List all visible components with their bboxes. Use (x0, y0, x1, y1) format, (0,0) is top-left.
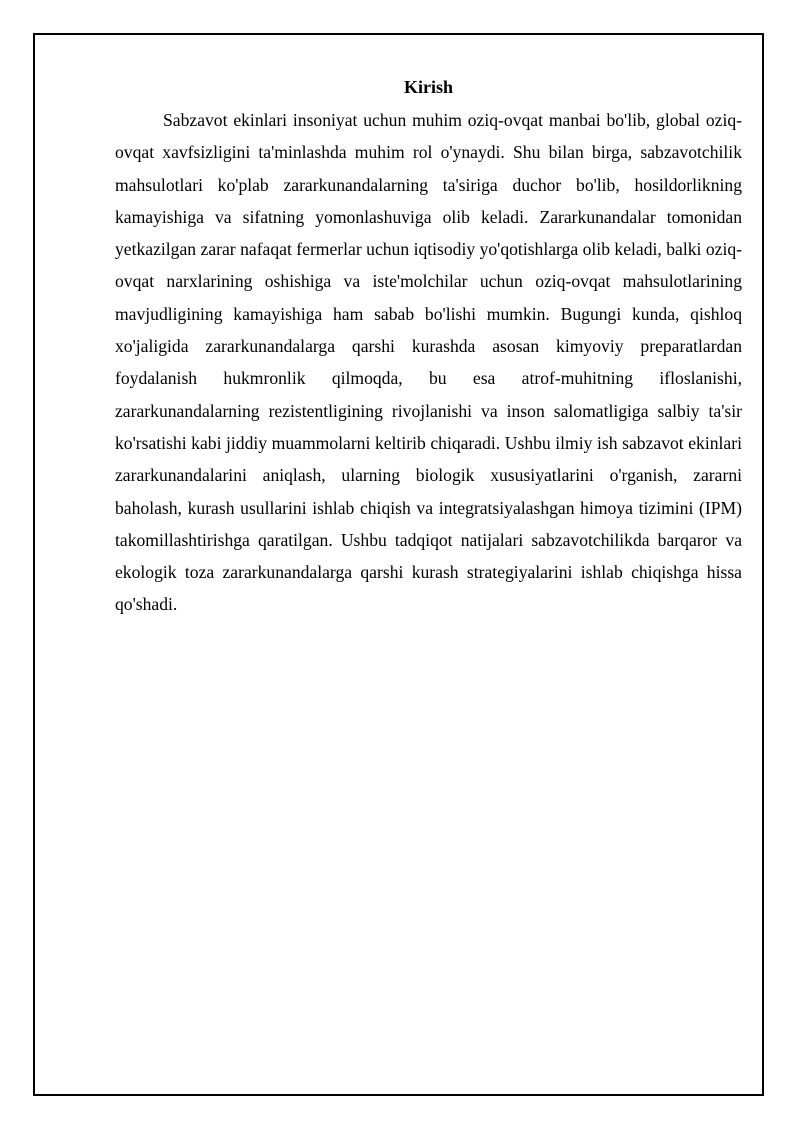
body-paragraph: Sabzavot ekinlari insoniyat uchun muhim oziq-ovqat manbai bo'lib, global oziq-ovqat xavfsizligini ta'minlashda muhim rol o'ynaydi. Shu bilan birga, sabzavotchilik mahsulotlari ko'plab zararkunandalarning ta'siriga duchor bo'lib, hosildorlikning kamayishiga va sifatning yomonlashuviga olib keladi. Zararkunandalar tomonidan yetkazilgan zarar nafaqat fermerlar uchun iqtisodiy yo'qotishlarga olib keladi, balki oziq-ovqat narxlarining oshishiga va iste'molchilar uchun oziq-ovqat mahsulotlarining mavjudligining kamayishiga ham sabab bo'lishi mumkin. Bugungi kunda, qishloq xo'jaligida zararkunandalarga qarshi kurashda asosan kimyoviy preparatlardan foydalanish hukmronlik qilmoqda, bu esa atrof-muhitning ifloslanishi, zararkunandalarning rezistentligining rivojlanishi va inson salomatligiga salbiy ta'sir ko'rsatishi kabi jiddiy muammolarni keltirib chiqaradi. Ushbu ilmiy ish sabzavot ekinlari zararkunandalarini aniqlash, ularning biologik xususiyatlarini o'rganish, zararni baholash, kurash usullarini ishlab chiqish va integratsiyalashgan himoya tizimini (IPM) takomillashtirishga qaratilgan. Ushbu tadqiqot natijalari sabzavotchilikda barqaror va ekologik toza zararkunandalarga qarshi kurash strategiyalarini ishlab chiqishga hissa qo'shadi. (115, 110, 742, 615)
document-content (115, 74, 742, 621)
section-title: Kirish (403, 77, 453, 97)
